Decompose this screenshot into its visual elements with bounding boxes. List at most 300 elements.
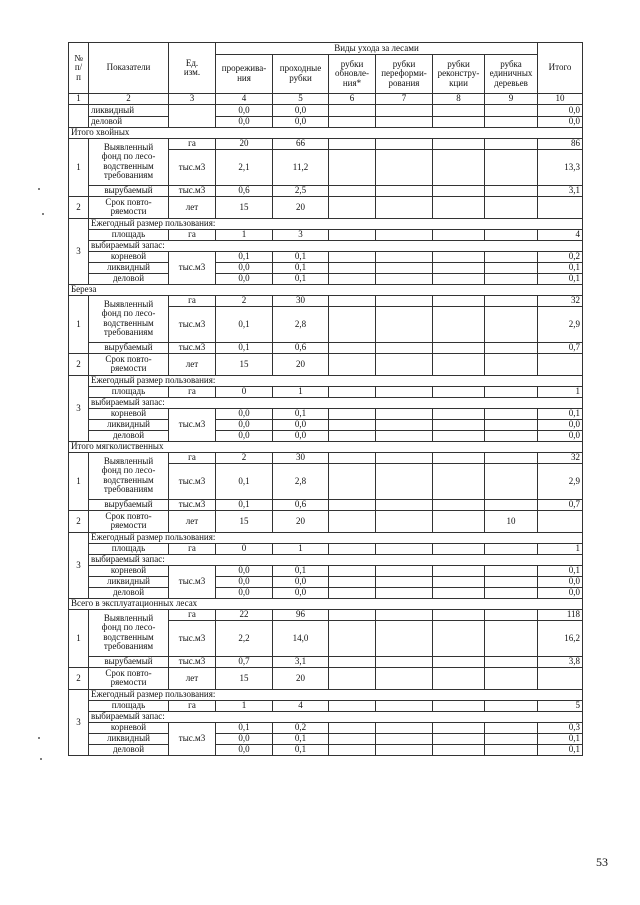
- value-passage: 20: [273, 667, 329, 689]
- empty-cell: [433, 463, 485, 499]
- empty-cell: [485, 116, 538, 127]
- empty-cell: [376, 700, 433, 711]
- empty-cell: [433, 306, 485, 342]
- unit-m3: тыс.м3: [169, 722, 216, 755]
- value-thinning: 0,1: [216, 306, 273, 342]
- empty-cell: [329, 105, 376, 116]
- row-label: ликвидный: [89, 105, 169, 116]
- column-number: 6: [329, 94, 376, 105]
- header-thinning: прорежива- ния: [216, 54, 273, 93]
- value-total: 0,7: [538, 499, 583, 510]
- value-passage: 0,0: [273, 116, 329, 127]
- value-passage: 14,0: [273, 620, 329, 656]
- row-label-period: Срок повто- ряемости: [89, 510, 169, 532]
- empty-cell: [376, 452, 433, 463]
- section-title: Береза: [69, 284, 583, 295]
- empty-cell: [376, 430, 433, 441]
- empty-cell: [433, 273, 485, 284]
- empty-cell: [433, 565, 485, 576]
- value-thinning: 15: [216, 196, 273, 218]
- empty-cell: [433, 251, 485, 262]
- row-label-area: площадь: [89, 700, 169, 711]
- unit-m3: тыс.м3: [169, 408, 216, 441]
- forest-care-table: [68, 42, 583, 756]
- unit-ha: га: [169, 295, 216, 306]
- value-total: 0,0: [538, 116, 583, 127]
- empty-cell: [485, 620, 538, 656]
- value-thinning: 15: [216, 353, 273, 375]
- section-title-row: [69, 127, 583, 138]
- empty-cell: [433, 722, 485, 733]
- empty-cell: [329, 722, 376, 733]
- value-passage: 11,2: [273, 149, 329, 185]
- value-thinning: 1: [216, 700, 273, 711]
- table-row: [69, 218, 583, 229]
- empty-cell: [376, 408, 433, 419]
- empty-cell: [329, 342, 376, 353]
- empty-cell: [329, 229, 376, 240]
- row-label-stock: выбираемый запас:: [89, 397, 583, 408]
- value-passage: 2,8: [273, 463, 329, 499]
- table-row: [69, 499, 583, 510]
- table-row: [69, 543, 583, 554]
- row-label-area: площадь: [89, 229, 169, 240]
- row-label-root: корневой: [89, 251, 169, 262]
- table-row: [69, 689, 583, 700]
- table-row: [69, 386, 583, 397]
- empty-cell: [485, 408, 538, 419]
- empty-cell: [485, 185, 538, 196]
- value-total: 5: [538, 700, 583, 711]
- row-label-identified: Выявленный фонд по лесо- водственным требованиям: [89, 452, 169, 499]
- row-label-area: площадь: [89, 386, 169, 397]
- value-total: 2,9: [538, 463, 583, 499]
- table-row: [69, 510, 583, 532]
- unit-years: лет: [169, 353, 216, 375]
- value-passage: 20: [273, 510, 329, 532]
- unit-m3: тыс.м3: [169, 185, 216, 196]
- header-unit: Ед. изм.: [169, 43, 216, 94]
- value-thinning: 0,0: [216, 744, 273, 755]
- empty-cell: [329, 138, 376, 149]
- value-passage: 0,0: [273, 105, 329, 116]
- row-label-annual: Ежегодный размер пользования:: [89, 218, 583, 229]
- empty-cell: [376, 587, 433, 598]
- value-total: 118: [538, 609, 583, 620]
- empty-cell: [329, 196, 376, 218]
- empty-cell: [376, 576, 433, 587]
- table-row: [69, 251, 583, 262]
- empty-cell: [376, 105, 433, 116]
- empty-cell: [329, 510, 376, 532]
- value-thinning: 15: [216, 510, 273, 532]
- value-passage: 0,1: [273, 408, 329, 419]
- row-label-root: корневой: [89, 722, 169, 733]
- empty-cell: [485, 499, 538, 510]
- value-passage: 0,1: [273, 251, 329, 262]
- empty-cell: [433, 510, 485, 532]
- row-label-root: корневой: [89, 565, 169, 576]
- row-label-root: корневой: [89, 408, 169, 419]
- empty-cell: [376, 273, 433, 284]
- unit-m3: тыс.м3: [169, 620, 216, 656]
- header-num: № п/ п: [69, 43, 89, 94]
- value-total: 3,1: [538, 185, 583, 196]
- header-row-1: [69, 43, 583, 55]
- empty-cell: [485, 463, 538, 499]
- empty-cell: [376, 656, 433, 667]
- empty-cell: [376, 138, 433, 149]
- empty-cell: [485, 656, 538, 667]
- empty-cell: [329, 419, 376, 430]
- empty-cell: [376, 251, 433, 262]
- value-total: [538, 510, 583, 532]
- column-number: 5: [273, 94, 329, 105]
- value-thinning: 0,0: [216, 116, 273, 127]
- row-label-annual: Ежегодный размер пользования:: [89, 532, 583, 543]
- empty-cell: [433, 105, 485, 116]
- empty-cell: [376, 543, 433, 554]
- table-row: [69, 722, 583, 733]
- table-row: [69, 105, 583, 116]
- empty-cell: [376, 353, 433, 375]
- section-title: Итого мягколиственных: [69, 441, 583, 452]
- row-label-stock: выбираемый запас:: [89, 711, 583, 722]
- empty-cell: [376, 463, 433, 499]
- unit-m3: тыс.м3: [169, 499, 216, 510]
- value-total: 0,3: [538, 722, 583, 733]
- row-label-cut: вырубаемый: [89, 656, 169, 667]
- value-thinning: 0,0: [216, 430, 273, 441]
- value-total: [538, 667, 583, 689]
- row-number: 1: [69, 452, 89, 510]
- column-number: 7: [376, 94, 433, 105]
- value-total: 0,0: [538, 576, 583, 587]
- row-label-annual: Ежегодный размер пользования:: [89, 375, 583, 386]
- empty-cell: [485, 722, 538, 733]
- empty-cell: [329, 700, 376, 711]
- unit-m3: тыс.м3: [169, 149, 216, 185]
- empty-cell: [329, 273, 376, 284]
- empty-cell: [329, 430, 376, 441]
- value-passage: 0,6: [273, 499, 329, 510]
- table-row: [69, 353, 583, 375]
- scan-speck: [42, 213, 44, 215]
- empty-cell: [485, 342, 538, 353]
- value-thinning: 0,1: [216, 463, 273, 499]
- table-row: [69, 667, 583, 689]
- empty-cell: [329, 667, 376, 689]
- empty-cell: [433, 138, 485, 149]
- empty-cell: [329, 306, 376, 342]
- value-total: 0,0: [538, 430, 583, 441]
- value-thinning: 15: [216, 667, 273, 689]
- table-row: [69, 656, 583, 667]
- unit-ha: га: [169, 700, 216, 711]
- unit-ha: га: [169, 543, 216, 554]
- row-number: 2: [69, 510, 89, 532]
- value-total: 4: [538, 229, 583, 240]
- unit-m3: тыс.м3: [169, 342, 216, 353]
- scan-speck: [38, 737, 40, 739]
- value-single-trees: [485, 353, 538, 375]
- row-label-stock: выбираемый запас:: [89, 240, 583, 251]
- header-indicators: Показатели: [89, 43, 169, 94]
- value-total: 0,1: [538, 262, 583, 273]
- table-row: [69, 397, 583, 408]
- row-number: 2: [69, 353, 89, 375]
- row-number: 1: [69, 138, 89, 196]
- empty-cell: [485, 262, 538, 273]
- value-thinning: 0,0: [216, 565, 273, 576]
- row-number: 2: [69, 196, 89, 218]
- value-total: 16,2: [538, 620, 583, 656]
- header-total: Итого: [538, 43, 583, 94]
- row-label-business: деловой: [89, 430, 169, 441]
- table-row: [69, 700, 583, 711]
- row-label-identified: Выявленный фонд по лесо- водственным требованиям: [89, 138, 169, 185]
- empty-cell: [329, 656, 376, 667]
- empty-cell: [485, 251, 538, 262]
- value-thinning: 0,0: [216, 273, 273, 284]
- empty-cell: [433, 116, 485, 127]
- value-passage: 20: [273, 196, 329, 218]
- value-total: 3,8: [538, 656, 583, 667]
- empty-cell: [433, 342, 485, 353]
- empty-cell: [376, 722, 433, 733]
- value-passage: 1: [273, 543, 329, 554]
- empty-cell: [69, 105, 89, 128]
- table-row: [69, 744, 583, 755]
- row-label-stock: выбираемый запас:: [89, 554, 583, 565]
- header-passage: проходные рубки: [273, 54, 329, 93]
- empty-cell: [329, 353, 376, 375]
- header-renewal: рубки обновле- ния*: [329, 54, 376, 93]
- row-label-business: деловой: [89, 587, 169, 598]
- scan-speck: [38, 188, 40, 190]
- unit-ha: га: [169, 386, 216, 397]
- value-thinning: 0,1: [216, 722, 273, 733]
- empty-cell: [376, 620, 433, 656]
- empty-cell: [376, 196, 433, 218]
- empty-cell: [433, 499, 485, 510]
- empty-cell: [329, 609, 376, 620]
- table-row: [69, 116, 583, 127]
- empty-cell: [433, 149, 485, 185]
- value-passage: 66: [273, 138, 329, 149]
- empty-cell: [433, 656, 485, 667]
- empty-cell: [433, 185, 485, 196]
- empty-cell: [376, 744, 433, 755]
- table-row: [69, 295, 583, 306]
- unit-years: лет: [169, 196, 216, 218]
- value-passage: 0,1: [273, 273, 329, 284]
- empty-cell: [329, 149, 376, 185]
- value-thinning: 1: [216, 229, 273, 240]
- row-label-cut: вырубаемый: [89, 499, 169, 510]
- value-thinning: 0,0: [216, 105, 273, 116]
- empty-cell: [485, 273, 538, 284]
- empty-cell: [485, 105, 538, 116]
- empty-cell: [433, 295, 485, 306]
- empty-cell: [329, 262, 376, 273]
- empty-cell: [485, 700, 538, 711]
- empty-cell: [376, 499, 433, 510]
- value-thinning: 0,0: [216, 587, 273, 598]
- value-total: 0,7: [538, 342, 583, 353]
- empty-cell: [329, 499, 376, 510]
- unit-ha: га: [169, 138, 216, 149]
- row-number: 3: [69, 689, 89, 755]
- empty-cell: [485, 149, 538, 185]
- value-total: [538, 353, 583, 375]
- unit-m3: тыс.м3: [169, 306, 216, 342]
- empty-cell: [485, 543, 538, 554]
- value-single-trees: 10: [485, 510, 538, 532]
- row-label-area: площадь: [89, 543, 169, 554]
- value-thinning: 0,1: [216, 251, 273, 262]
- value-passage: 0,2: [273, 722, 329, 733]
- row-number: 3: [69, 218, 89, 284]
- table-row: [69, 576, 583, 587]
- column-number: 3: [169, 94, 216, 105]
- row-number: 1: [69, 295, 89, 353]
- row-label-period: Срок повто- ряемости: [89, 196, 169, 218]
- row-label-cut: вырубаемый: [89, 185, 169, 196]
- header-care-types: Виды ухода за лесами: [216, 43, 538, 55]
- value-single-trees: [485, 196, 538, 218]
- empty-cell: [485, 229, 538, 240]
- row-label-liquid: ликвидный: [89, 576, 169, 587]
- empty-cell: [433, 419, 485, 430]
- value-total: 32: [538, 452, 583, 463]
- empty-cell: [433, 576, 485, 587]
- table-row: [69, 554, 583, 565]
- value-total: 13,3: [538, 149, 583, 185]
- value-thinning: 22: [216, 609, 273, 620]
- row-number: 1: [69, 609, 89, 667]
- section-title-row: [69, 441, 583, 452]
- empty-cell: [329, 576, 376, 587]
- table-row: [69, 138, 583, 149]
- empty-cell: [433, 587, 485, 598]
- column-number: 10: [538, 94, 583, 105]
- empty-cell: [433, 386, 485, 397]
- table-row: [69, 185, 583, 196]
- empty-cell: [485, 587, 538, 598]
- value-passage: 30: [273, 452, 329, 463]
- empty-cell: [329, 744, 376, 755]
- header-reconstruction: рубки реконстру- кции: [433, 54, 485, 93]
- empty-cell: [433, 744, 485, 755]
- table-row: [69, 375, 583, 386]
- column-number-row: [69, 94, 583, 105]
- value-total: 0,1: [538, 408, 583, 419]
- empty-cell: [433, 620, 485, 656]
- empty-cell: [329, 386, 376, 397]
- empty-cell: [329, 185, 376, 196]
- empty-cell: [485, 430, 538, 441]
- value-passage: 0,1: [273, 744, 329, 755]
- value-passage: 0,1: [273, 262, 329, 273]
- empty-cell: [329, 452, 376, 463]
- value-thinning: 0,0: [216, 733, 273, 744]
- row-label-liquid: ликвидный: [89, 733, 169, 744]
- header-reformation: рубки переформи- рования: [376, 54, 433, 93]
- column-number: 8: [433, 94, 485, 105]
- page-number: 53: [596, 855, 608, 869]
- empty-cell: [376, 185, 433, 196]
- table-row: [69, 262, 583, 273]
- empty-cell: [433, 700, 485, 711]
- empty-cell: [485, 744, 538, 755]
- value-total: 2,9: [538, 306, 583, 342]
- empty-cell: [329, 587, 376, 598]
- value-thinning: 2: [216, 295, 273, 306]
- empty-cell: [376, 116, 433, 127]
- empty-cell: [485, 733, 538, 744]
- value-single-trees: [485, 667, 538, 689]
- value-thinning: 0,0: [216, 419, 273, 430]
- value-thinning: 0,7: [216, 656, 273, 667]
- value-thinning: 0,0: [216, 408, 273, 419]
- unit-ha: га: [169, 229, 216, 240]
- empty-cell: [485, 386, 538, 397]
- column-number: 4: [216, 94, 273, 105]
- value-total: 0,1: [538, 273, 583, 284]
- value-total: 0,0: [538, 419, 583, 430]
- row-label-liquid: ликвидный: [89, 262, 169, 273]
- value-thinning: 0: [216, 386, 273, 397]
- empty-cell: [433, 408, 485, 419]
- empty-cell: [485, 565, 538, 576]
- empty-cell: [376, 262, 433, 273]
- value-total: 0,1: [538, 733, 583, 744]
- empty-cell: [329, 733, 376, 744]
- empty-cell: [169, 105, 216, 128]
- row-number: 2: [69, 667, 89, 689]
- section-title-row: [69, 598, 583, 609]
- table-row: [69, 430, 583, 441]
- table-row: [69, 733, 583, 744]
- value-passage: 4: [273, 700, 329, 711]
- value-thinning: 2,1: [216, 149, 273, 185]
- empty-cell: [376, 667, 433, 689]
- value-thinning: 20: [216, 138, 273, 149]
- value-thinning: 0: [216, 543, 273, 554]
- empty-cell: [376, 306, 433, 342]
- value-passage: 0,1: [273, 733, 329, 744]
- empty-cell: [485, 295, 538, 306]
- empty-cell: [329, 116, 376, 127]
- value-total: [538, 196, 583, 218]
- unit-years: лет: [169, 667, 216, 689]
- empty-cell: [485, 609, 538, 620]
- row-label-cut: вырубаемый: [89, 342, 169, 353]
- row-label-period: Срок повто- ряемости: [89, 667, 169, 689]
- scan-speck: [40, 758, 42, 760]
- value-thinning: 0,6: [216, 185, 273, 196]
- empty-cell: [485, 576, 538, 587]
- empty-cell: [376, 733, 433, 744]
- table-row: [69, 587, 583, 598]
- empty-cell: [376, 342, 433, 353]
- empty-cell: [433, 196, 485, 218]
- empty-cell: [376, 609, 433, 620]
- table-row: [69, 532, 583, 543]
- section-title: Всего в эксплуатационных лесах: [69, 598, 583, 609]
- value-thinning: 2: [216, 452, 273, 463]
